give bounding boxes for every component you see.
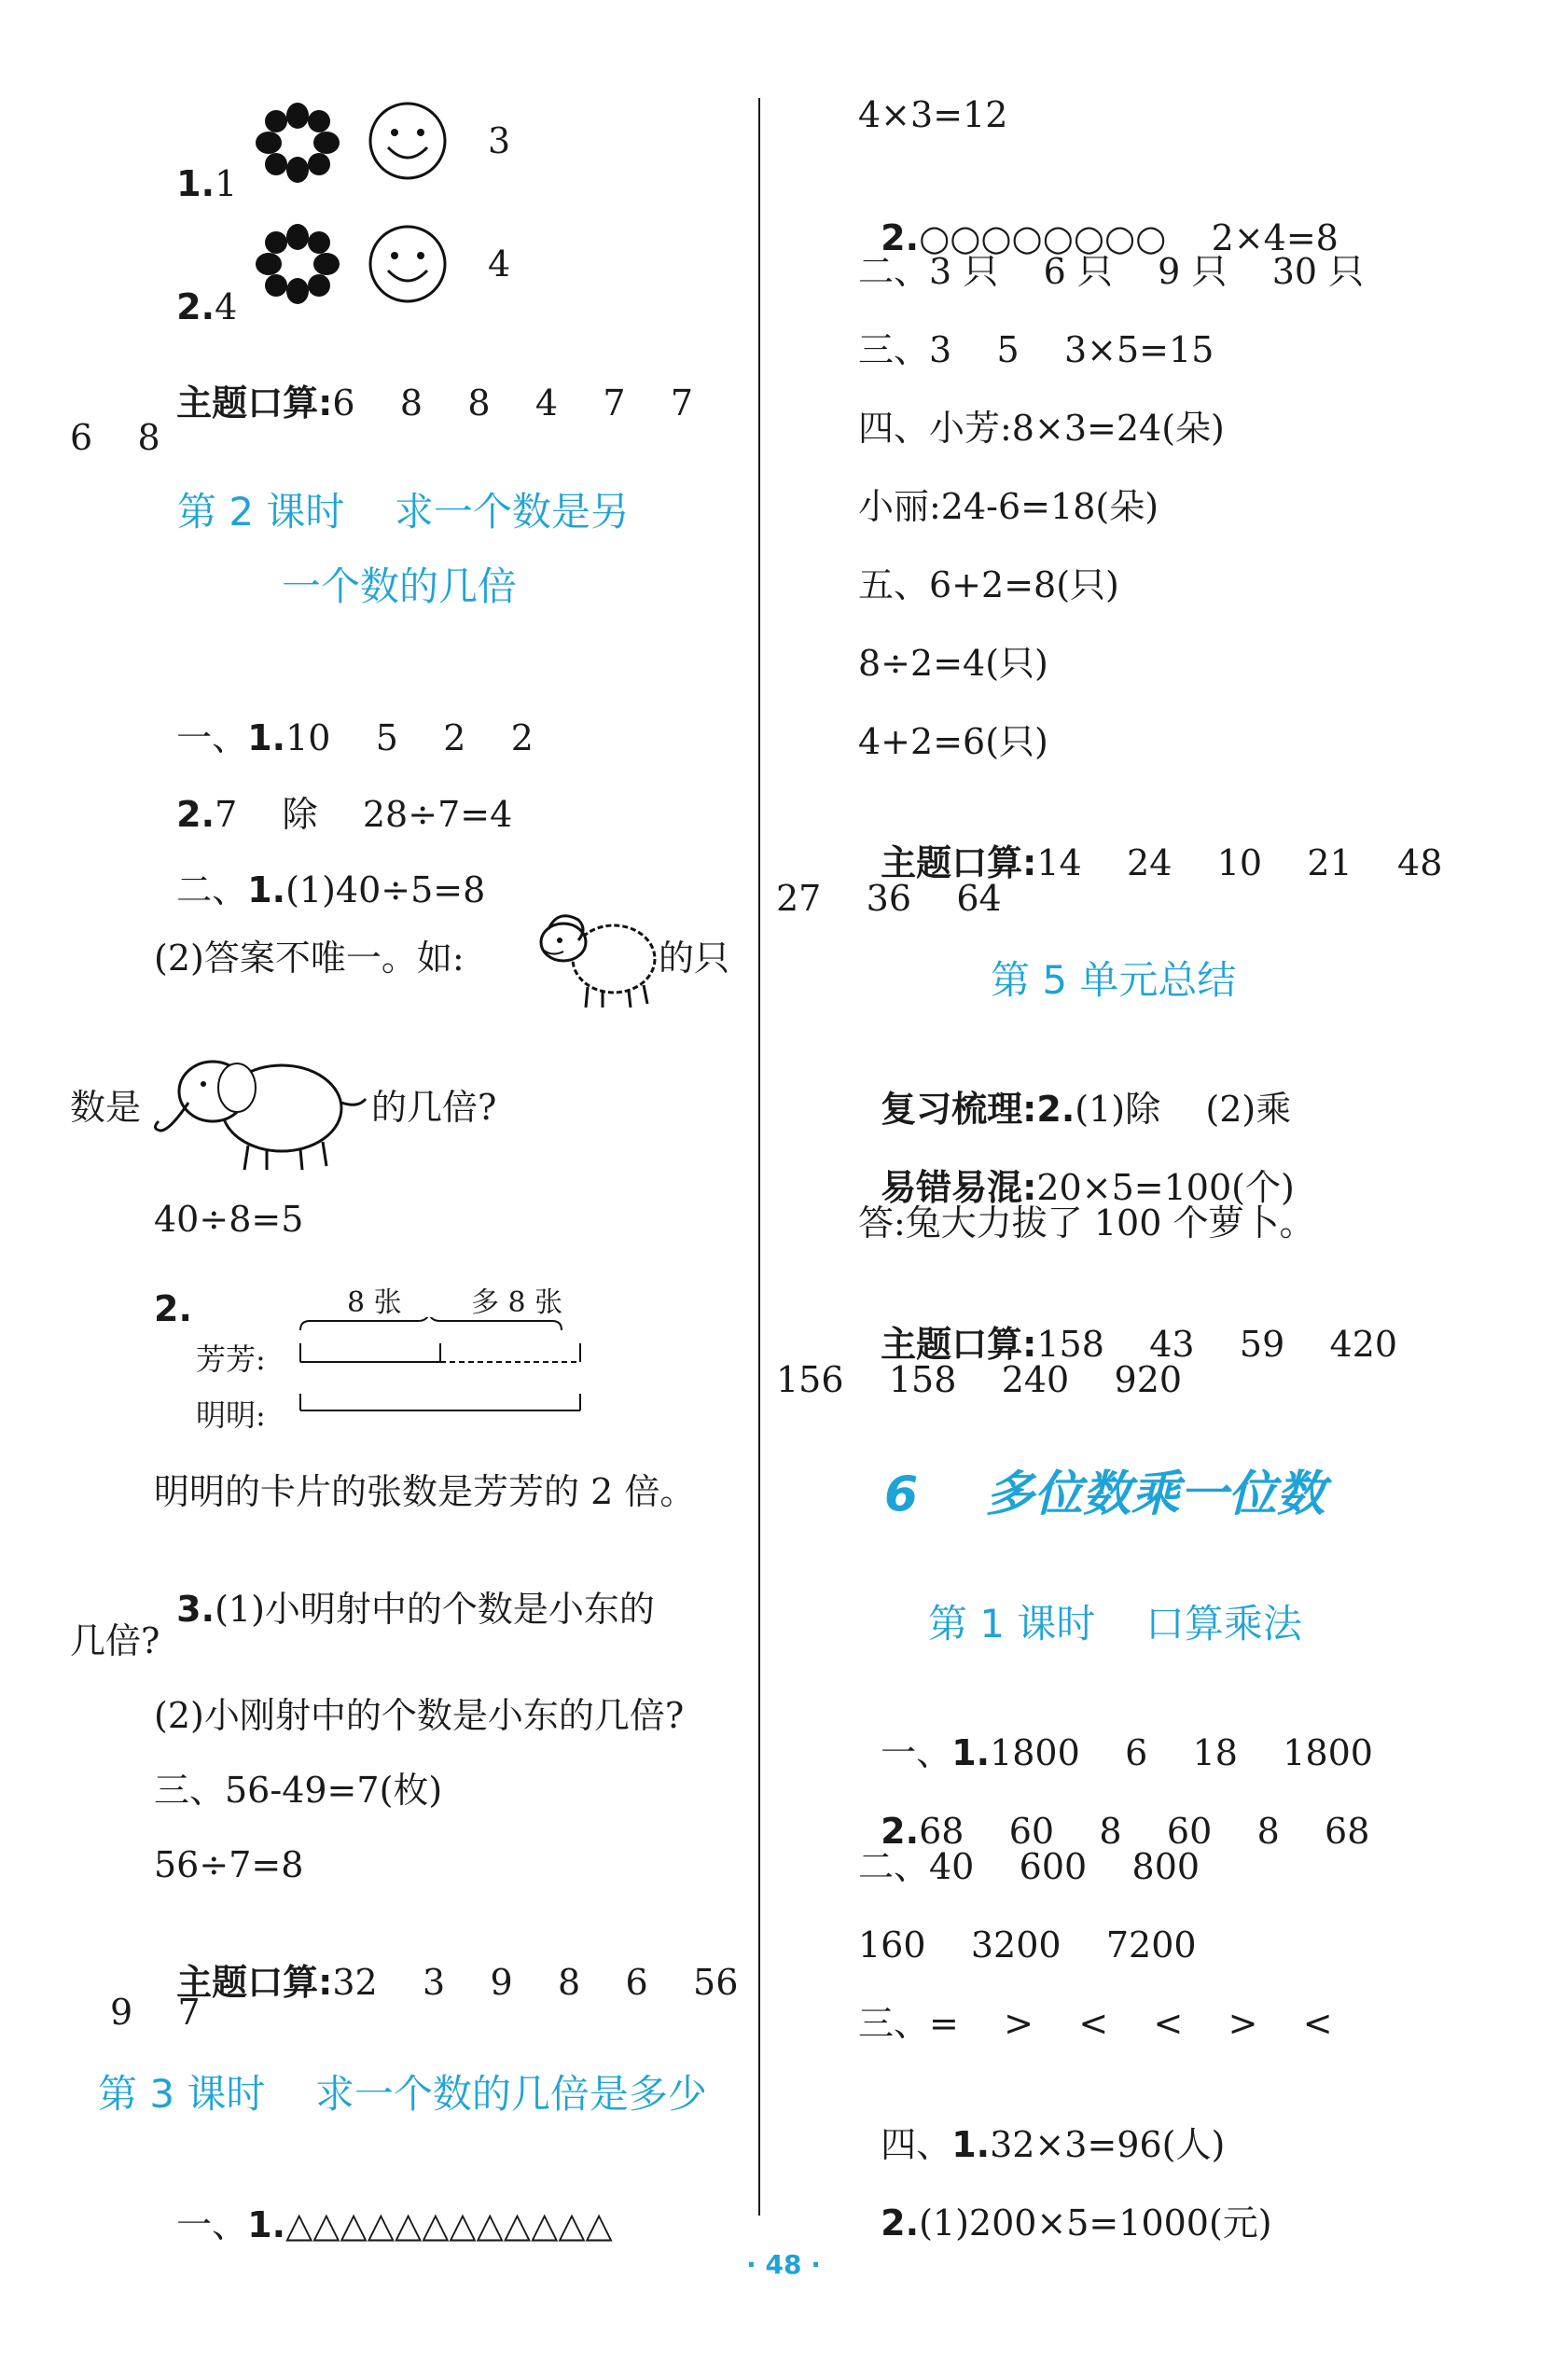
oral-calc-label: 主题口算: (176, 1962, 333, 2003)
lesson-2-heading-line-1: 第 2 课时 求一个数是另 (177, 489, 630, 535)
unit-5-summary-heading: 第 5 单元总结 (991, 957, 1237, 1003)
lesson-3-heading: 第 3 课时 求一个数的几倍是多少 (98, 2071, 707, 2117)
line-2 (154, 243, 237, 328)
line-section-1-2 (858, 1767, 1369, 1853)
review-label: 复习梳理: (881, 1089, 1037, 1130)
lesson-1-heading: 第 1 课时 口算乘法 (928, 1601, 1302, 1646)
section-2-line-2: 160 3200 7200 (858, 1924, 1197, 1966)
oral-calc-label: 主题口算: (176, 382, 333, 424)
review-values: (1)除 (2)乘 (1075, 1089, 1292, 1130)
line-section-1-2 (154, 750, 512, 836)
section-3-comparison-line: 三、= > < < > < (858, 2003, 1333, 2044)
diagram-label-8: 8 张 (347, 1286, 402, 1319)
diagram-label-fangfang: 芳芳: (196, 1341, 266, 1377)
diagram-label-more-8: 多 8 张 (471, 1286, 563, 1319)
page-number: · 48 · (746, 2249, 821, 2280)
answer-values: (1)40÷5=8 (285, 869, 486, 910)
lesson-2-heading-line-2: 一个数的几倍 (282, 563, 518, 609)
elephant-illustration (151, 1043, 371, 1174)
item-number: 2. (881, 1811, 920, 1852)
answer-values: 32×3=96(人) (990, 2124, 1226, 2165)
item-number: 2. (1036, 1089, 1075, 1130)
answer-value: 3 (488, 120, 511, 161)
question-text-2: (2)小刚射中的个数是小东的几倍? (154, 1695, 685, 1736)
smiley-face-icon (366, 222, 450, 306)
question-text: (1)小明射中的个数是小东的 (215, 1589, 655, 1630)
line-circles (858, 174, 1339, 259)
review-line (858, 1045, 1291, 1131)
section-marker: 一、 (176, 2204, 248, 2245)
item-number: 2. (176, 794, 215, 835)
item-number: 1. (247, 2204, 286, 2245)
error-prone-line (858, 1123, 1295, 1209)
oral-calc-values: 158 43 59 420 (1036, 1324, 1398, 1365)
error-prone-values: 20×5=100(个) (1036, 1167, 1295, 1208)
oral-calc-label: 主题口算: (881, 1324, 1037, 1365)
line-1 (154, 119, 237, 205)
item-number: 2. (176, 286, 215, 327)
section-2-line-1: 二、40 600 800 (858, 1846, 1200, 1887)
item-number: 1. (247, 717, 286, 758)
equation-line: 4×3=12 (858, 94, 1008, 135)
line-item-3 (154, 1545, 655, 1631)
section-3-line-1: 三、56-49=7(枚) (154, 1770, 443, 1811)
line-section-2-1 (154, 826, 485, 911)
line-oral-calc-4 (858, 1280, 1397, 1366)
answer-values: 10 5 2 2 (285, 717, 534, 758)
section-3-line: 三、3 5 3×5=15 (858, 329, 1214, 370)
item-number: 1. (951, 2124, 991, 2165)
answer-not-unique-suffix: 的只 (659, 938, 730, 979)
diagram-label-mingming: 明明: (196, 1397, 266, 1433)
oral-calc-label: 主题口算: (881, 842, 1037, 883)
error-prone-label: 易错易混: (881, 1167, 1037, 1208)
line-section-1-1 (858, 1688, 1373, 1774)
section-4-line-2 (858, 2159, 1272, 2244)
conclusion-line: 明明的卡片的张数是芳芳的 2 倍。 (154, 1471, 696, 1512)
section-4-line-1: 四、小芳:8×3=24(朵) (858, 408, 1225, 449)
answer-values: (1)200×5=1000(元) (919, 2202, 1272, 2244)
answer-values: 1800 6 18 1800 (990, 1732, 1373, 1773)
oral-calc-continued: 6 8 (70, 417, 160, 458)
answer-values: 7 除 28÷7=4 (215, 794, 513, 835)
question-text-continued: 几倍? (70, 1620, 160, 1661)
section-marker: 一、 (881, 1732, 952, 1773)
chapter-6-heading: 6 多位数乘一位数 (884, 1466, 1325, 1522)
line-oral-calc-1 (154, 339, 693, 424)
item-number: 1. (951, 1732, 991, 1773)
section-2-line: 二、3 只 6 只 9 只 30 只 (858, 251, 1365, 292)
answer-value: 4 (488, 243, 511, 285)
line-segment-diagram (297, 1317, 586, 1418)
item-number: 1. (176, 163, 215, 204)
count-value: 1 (215, 163, 238, 204)
line-oral-calc-2 (154, 1918, 738, 2004)
flower-icon (254, 103, 341, 183)
section-marker: 四、 (881, 2124, 952, 2165)
count-value: 4 (215, 286, 238, 327)
item-number: 2. (881, 217, 920, 258)
oral-calc-continued: 9 7 (110, 1992, 201, 2033)
column-divider (758, 98, 760, 2216)
section-4-line-2: 小丽:24-6=18(朵) (858, 486, 1159, 527)
division-line: 40÷8=5 (154, 1199, 304, 1240)
multiple-question-prefix: 数是 (70, 1087, 142, 1128)
answer-not-unique-text: (2)答案不唯一。如: (154, 938, 465, 979)
answer-values: 68 60 8 60 8 68 (919, 1811, 1370, 1852)
multiple-question-suffix: 的几倍? (371, 1087, 497, 1128)
oral-calc-values: 14 24 10 21 48 (1036, 842, 1443, 883)
section-5-line-2: 8÷2=4(只) (858, 643, 1048, 684)
section-marker: 二、 (176, 869, 248, 910)
item-number: 2. (154, 1288, 192, 1329)
smiley-face-icon (366, 99, 450, 183)
answer-line: 答:兔大力拔了 100 个萝卜。 (858, 1202, 1315, 1244)
oral-calc-values: 32 3 9 8 6 56 (332, 1962, 739, 2003)
line-section-1-1 (154, 674, 534, 759)
item-number: 3. (176, 1589, 215, 1630)
flower-icon (254, 224, 341, 304)
section-5-line-1: 五、6+2=8(只) (858, 564, 1119, 605)
section-3-line-2: 56÷7=8 (154, 1844, 304, 1885)
section-marker: 一、 (176, 717, 248, 758)
oral-calc-continued: 27 36 64 (776, 878, 1002, 919)
line-section-1-triangles (154, 2161, 613, 2246)
section-4-line-1 (858, 2080, 1225, 2166)
item-number: 2. (881, 2202, 920, 2244)
triangle-row: △△△△△△△△△△△△ (285, 2204, 613, 2245)
sheep-illustration (532, 901, 662, 1011)
line-oral-calc-3 (858, 799, 1442, 884)
section-5-line-3: 4+2=6(只) (858, 721, 1048, 762)
oral-calc-continued: 156 158 240 920 (776, 1359, 1183, 1400)
oral-calc-values: 6 8 8 4 7 7 (332, 382, 694, 424)
circle-row: ○○○○○○○○ 2×4=8 (919, 217, 1339, 258)
item-number: 1. (247, 869, 286, 910)
